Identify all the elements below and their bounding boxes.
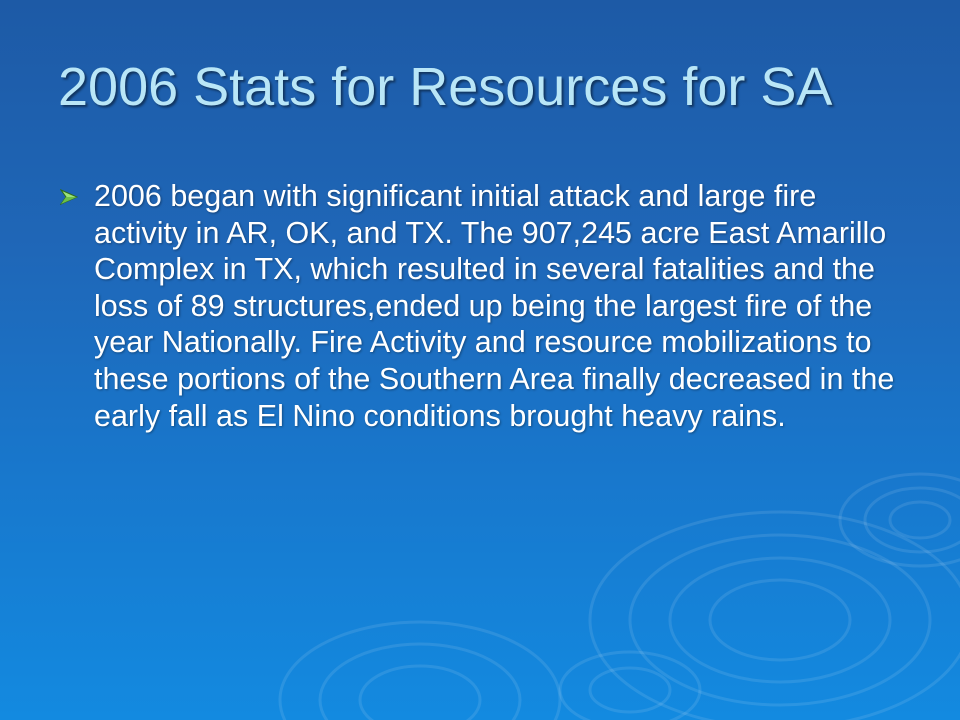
bullet-item [56,178,902,434]
slide-title: 2006 Stats for Resources for SA [58,57,833,117]
bullet-list [56,178,902,434]
bullet-text: 2006 began with significant initial attack and large fire activity in AR, OK, and TX. The 907,245 acre East Amarillo Complex in TX, which resulted in several fatalities and the loss of 89 structures,ended up being the largest fire of the year Nationally. Fire Activity and resource mobilizations to these portions of the Southern Area finally decreased in the early fall as El Nino conditions brought heavy rains. [94,179,895,433]
arrow-bullet-icon [60,189,78,205]
